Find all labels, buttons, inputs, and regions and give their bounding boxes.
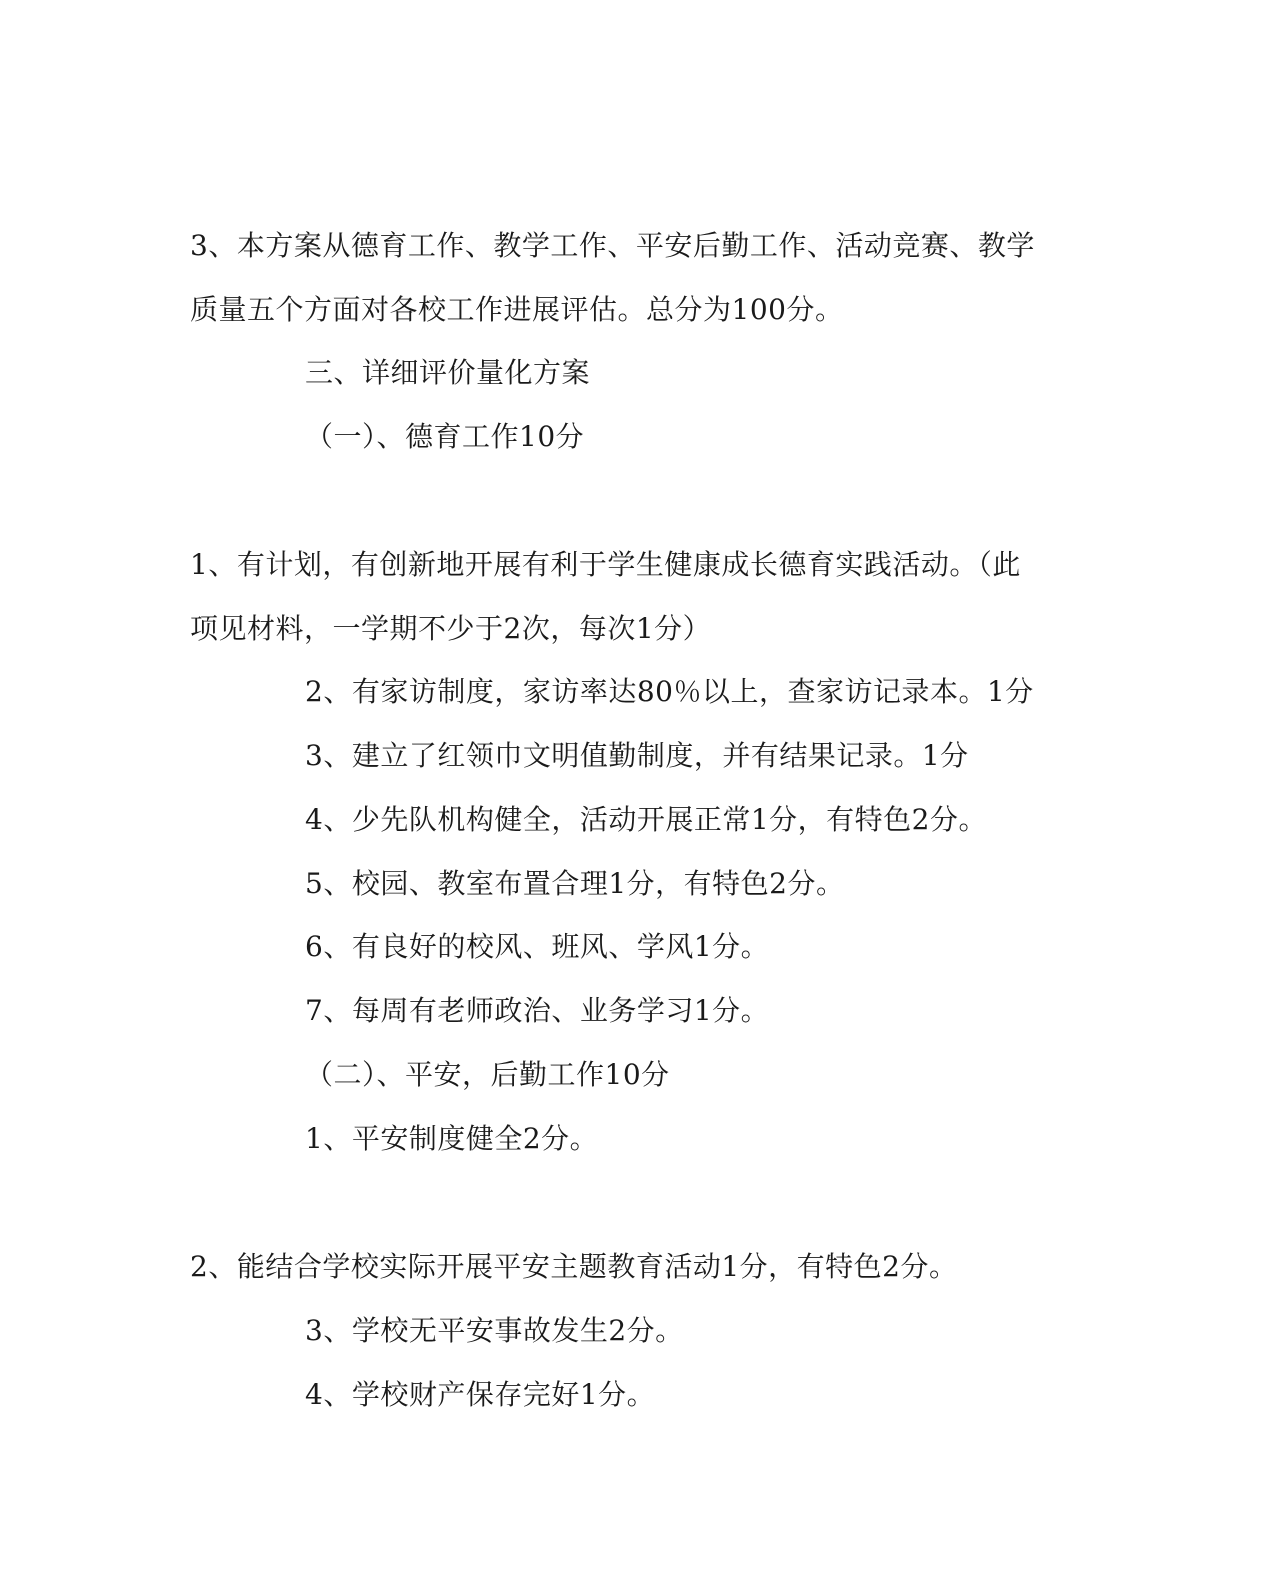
list-item: 5、校园、教室布置合理1分，有特色2分。 bbox=[305, 867, 845, 900]
section-heading: 三、详细评价量化方案 bbox=[305, 356, 591, 389]
list-item: 1、平安制度健全2分。 bbox=[305, 1122, 599, 1155]
list-item: 3、学校无平安事故发生2分。 bbox=[305, 1314, 684, 1347]
list-item: 2、有家访制度，家访率达80％以上，查家访记录本。1分 bbox=[305, 675, 1034, 708]
list-item: 2、能结合学校实际开展平安主题教育活动1分，有特色2分。 bbox=[190, 1250, 958, 1283]
paragraph-line: 质量五个方面对各校工作进展评估。总分为100分。 bbox=[190, 293, 844, 326]
list-item: 6、有良好的校风、班风、学风1分。 bbox=[305, 930, 770, 963]
list-item: 7、每周有老师政治、业务学习1分。 bbox=[305, 994, 770, 1027]
subsection-heading: （一）、德育工作10分 bbox=[305, 420, 585, 453]
list-item: 3、建立了红领巾文明值勤制度，并有结果记录。1分 bbox=[305, 739, 969, 772]
list-item: 4、少先队机构健全，活动开展正常1分，有特色2分。 bbox=[305, 803, 987, 836]
list-item: 4、学校财产保存完好1分。 bbox=[305, 1378, 656, 1411]
list-item-continuation: 项见材料，一学期不少于2次，每次1分） bbox=[190, 612, 712, 645]
subsection-heading: （二）、平安，后勤工作10分 bbox=[305, 1058, 670, 1091]
paragraph-line: 3、本方案从德育工作、教学工作、平安后勤工作、活动竞赛、教学 bbox=[190, 229, 1035, 262]
list-item: 1、有计划，有创新地开展有利于学生健康成长德育实践活动。（此 bbox=[190, 548, 1021, 581]
